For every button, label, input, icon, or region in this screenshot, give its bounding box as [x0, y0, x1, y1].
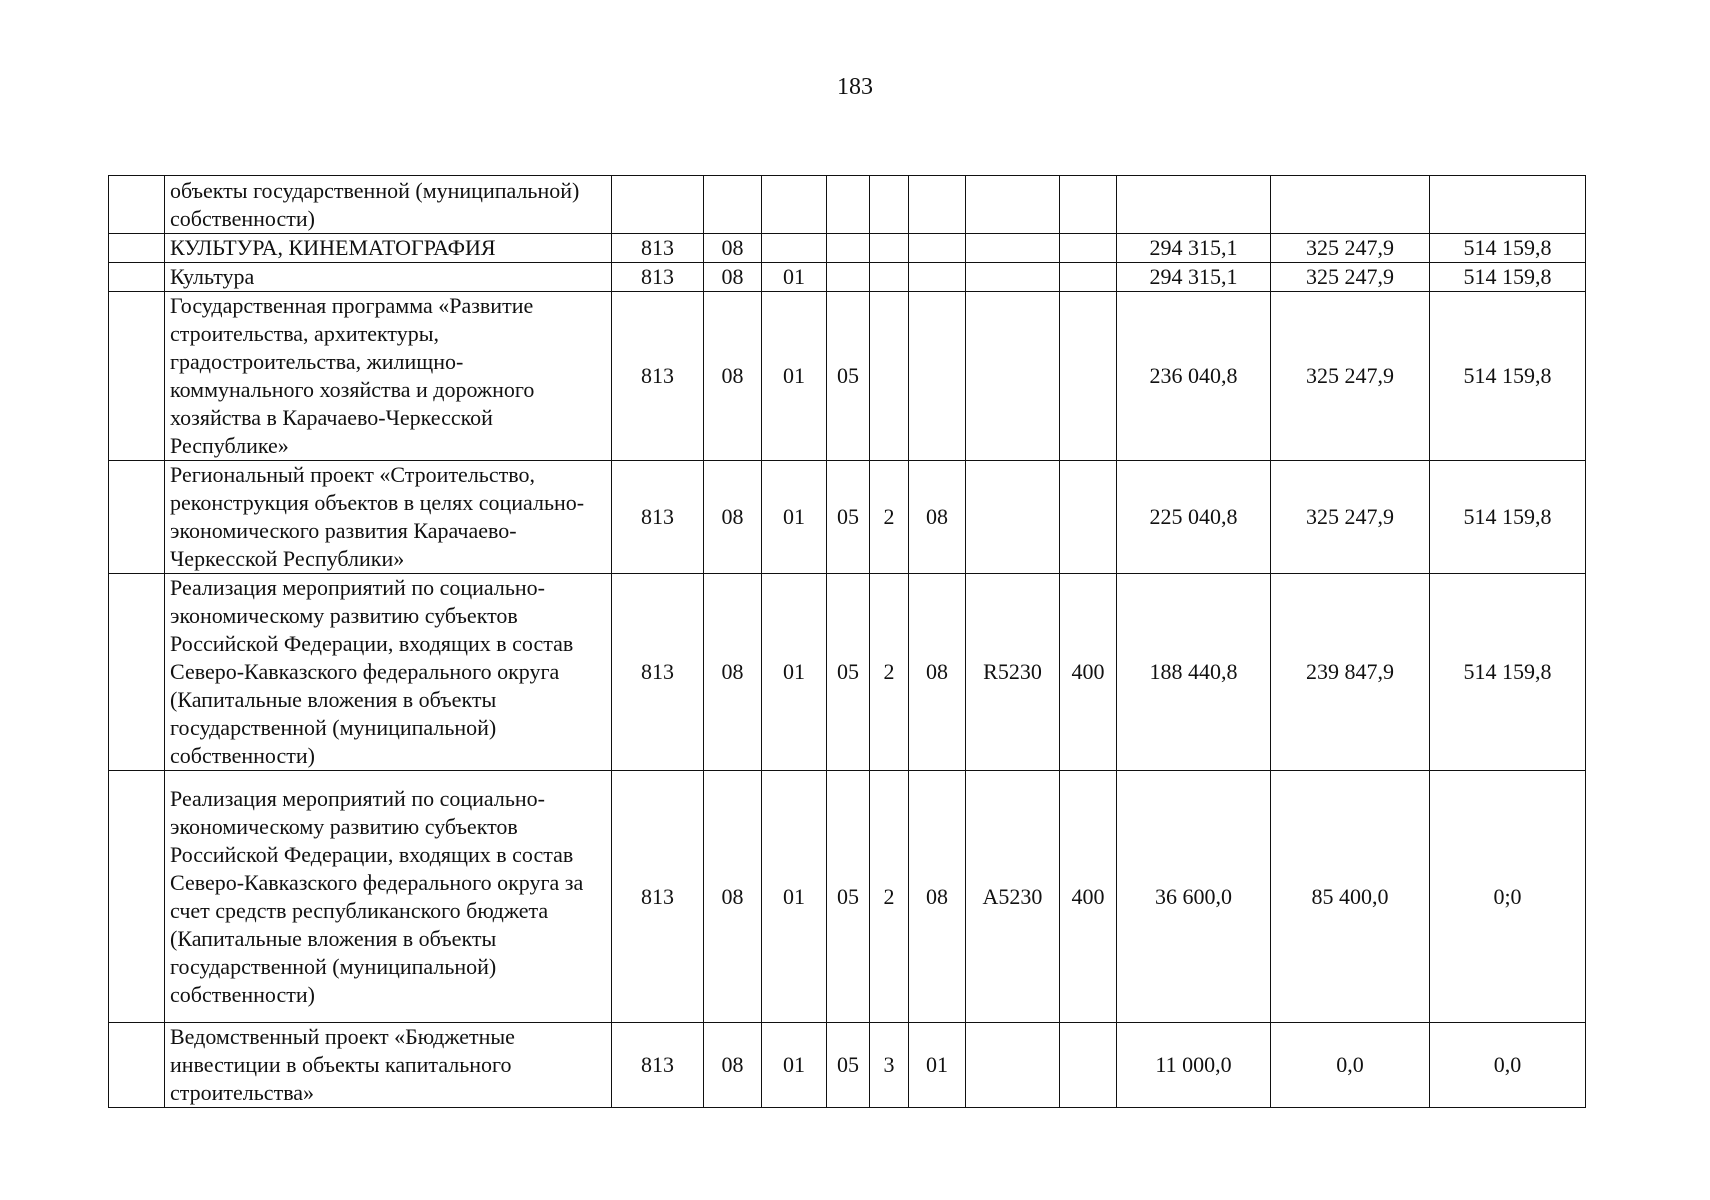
- code-ministry: 813: [612, 292, 704, 461]
- code-project: [909, 292, 966, 461]
- code-ministry: 813: [612, 771, 704, 1023]
- code-section: 08: [704, 292, 762, 461]
- row-number-cell: [109, 574, 165, 771]
- code-subprogram: 2: [870, 771, 909, 1023]
- budget-table: [108, 175, 1586, 1108]
- amount-year-3: 514 159,8: [1430, 574, 1586, 771]
- code-subprogram: [870, 263, 909, 292]
- code-program: 05: [827, 771, 870, 1023]
- code-expense-type: 400: [1060, 771, 1117, 1023]
- amount-year-2: 85 400,0: [1271, 771, 1430, 1023]
- amount-year-1: 188 440,8: [1117, 574, 1271, 771]
- code-project: [909, 176, 966, 234]
- amount-year-1: 225 040,8: [1117, 461, 1271, 574]
- item-name: объекты государственной (муниципальной) собственности): [165, 176, 612, 234]
- row-number-cell: [109, 1023, 165, 1108]
- code-program: [827, 176, 870, 234]
- code-direction: [966, 234, 1060, 263]
- amount-year-2: 0,0: [1271, 1023, 1430, 1108]
- code-subprogram: [870, 292, 909, 461]
- amount-year-2: 325 247,9: [1271, 461, 1430, 574]
- amount-year-2: 239 847,9: [1271, 574, 1430, 771]
- table-row: [109, 574, 1586, 771]
- code-section: 08: [704, 574, 762, 771]
- item-name: КУЛЬТУРА, КИНЕМАТОГРАФИЯ: [165, 234, 612, 263]
- table-row: [109, 292, 1586, 461]
- amount-year-3: 514 159,8: [1430, 263, 1586, 292]
- table-row: [109, 263, 1586, 292]
- row-number-cell: [109, 234, 165, 263]
- row-number-cell: [109, 176, 165, 234]
- row-number-cell: [109, 292, 165, 461]
- table-row: [109, 176, 1586, 234]
- code-project: 01: [909, 1023, 966, 1108]
- item-name: Государственная программа «Развитие строительства, архитектуры, градостроительства, жилищно-коммунального хозяйства и дорожного хозяйства в Карачаево-Черкесской Республике»: [165, 292, 612, 461]
- code-subsection: 01: [762, 771, 827, 1023]
- item-name: Региональный проект «Строительство, реконструкция объектов в целях социально-экономического развития Карачаево-Черкесской Республики»: [165, 461, 612, 574]
- row-number-cell: [109, 771, 165, 1023]
- code-expense-type: 400: [1060, 574, 1117, 771]
- amount-year-1: 236 040,8: [1117, 292, 1271, 461]
- code-program: 05: [827, 461, 870, 574]
- amount-year-2: 325 247,9: [1271, 263, 1430, 292]
- code-expense-type: [1060, 234, 1117, 263]
- code-subprogram: [870, 234, 909, 263]
- code-section: 08: [704, 263, 762, 292]
- code-subprogram: [870, 176, 909, 234]
- code-program: 05: [827, 574, 870, 771]
- code-project: [909, 234, 966, 263]
- code-subsection: 01: [762, 461, 827, 574]
- table-row: [109, 771, 1586, 1023]
- code-expense-type: [1060, 1023, 1117, 1108]
- amount-year-1: [1117, 176, 1271, 234]
- code-direction: [966, 461, 1060, 574]
- item-name: Реализация мероприятий по социально-экономическому развитию субъектов Российской Федерации, входящих в состав Северо-Кавказского федерального округа (Капитальные вложения в объекты государственной (муниципальной) собственности): [165, 574, 612, 771]
- code-expense-type: [1060, 292, 1117, 461]
- item-name: Реализация мероприятий по социально-экономическому развитию субъектов Российской Федерации, входящих в состав Северо-Кавказского федерального округа за счет средств республиканского бюджета (Капитальные вложения в объекты государственной (муниципальной) собственности): [165, 771, 612, 1023]
- amount-year-2: 325 247,9: [1271, 234, 1430, 263]
- code-expense-type: [1060, 263, 1117, 292]
- amount-year-1: 11 000,0: [1117, 1023, 1271, 1108]
- amount-year-1: 36 600,0: [1117, 771, 1271, 1023]
- item-name: Ведомственный проект «Бюджетные инвестиции в объекты капитального строительства»: [165, 1023, 612, 1108]
- code-subsection: 01: [762, 1023, 827, 1108]
- amount-year-3: [1430, 176, 1586, 234]
- code-ministry: 813: [612, 1023, 704, 1108]
- code-direction: [966, 292, 1060, 461]
- item-name: Культура: [165, 263, 612, 292]
- amount-year-3: 0;0: [1430, 771, 1586, 1023]
- amount-year-2: [1271, 176, 1430, 234]
- amount-year-3: 514 159,8: [1430, 292, 1586, 461]
- amount-year-3: 514 159,8: [1430, 461, 1586, 574]
- code-project: [909, 263, 966, 292]
- code-subsection: [762, 176, 827, 234]
- code-program: 05: [827, 292, 870, 461]
- code-ministry: 813: [612, 574, 704, 771]
- code-direction: А5230: [966, 771, 1060, 1023]
- code-project: 08: [909, 574, 966, 771]
- code-ministry: 813: [612, 461, 704, 574]
- code-program: [827, 263, 870, 292]
- code-program: 05: [827, 1023, 870, 1108]
- row-number-cell: [109, 263, 165, 292]
- code-subprogram: 3: [870, 1023, 909, 1108]
- table-row: [109, 461, 1586, 574]
- table-row: [109, 234, 1586, 263]
- page-number: 183: [837, 74, 873, 100]
- code-expense-type: [1060, 176, 1117, 234]
- table-row: [109, 1023, 1586, 1108]
- code-direction: [966, 263, 1060, 292]
- code-subsection: 01: [762, 263, 827, 292]
- code-subsection: [762, 234, 827, 263]
- code-direction: R5230: [966, 574, 1060, 771]
- amount-year-3: 514 159,8: [1430, 234, 1586, 263]
- code-section: [704, 176, 762, 234]
- code-subsection: 01: [762, 574, 827, 771]
- code-direction: [966, 1023, 1060, 1108]
- code-subsection: 01: [762, 292, 827, 461]
- code-ministry: 813: [612, 234, 704, 263]
- code-subprogram: 2: [870, 461, 909, 574]
- code-subprogram: 2: [870, 574, 909, 771]
- amount-year-3: 0,0: [1430, 1023, 1586, 1108]
- code-section: 08: [704, 461, 762, 574]
- code-ministry: 813: [612, 263, 704, 292]
- code-project: 08: [909, 461, 966, 574]
- amount-year-1: 294 315,1: [1117, 263, 1271, 292]
- amount-year-2: 325 247,9: [1271, 292, 1430, 461]
- code-ministry: [612, 176, 704, 234]
- code-section: 08: [704, 1023, 762, 1108]
- row-number-cell: [109, 461, 165, 574]
- code-direction: [966, 176, 1060, 234]
- code-section: 08: [704, 234, 762, 263]
- amount-year-1: 294 315,1: [1117, 234, 1271, 263]
- code-program: [827, 234, 870, 263]
- code-project: 08: [909, 771, 966, 1023]
- code-section: 08: [704, 771, 762, 1023]
- code-expense-type: [1060, 461, 1117, 574]
